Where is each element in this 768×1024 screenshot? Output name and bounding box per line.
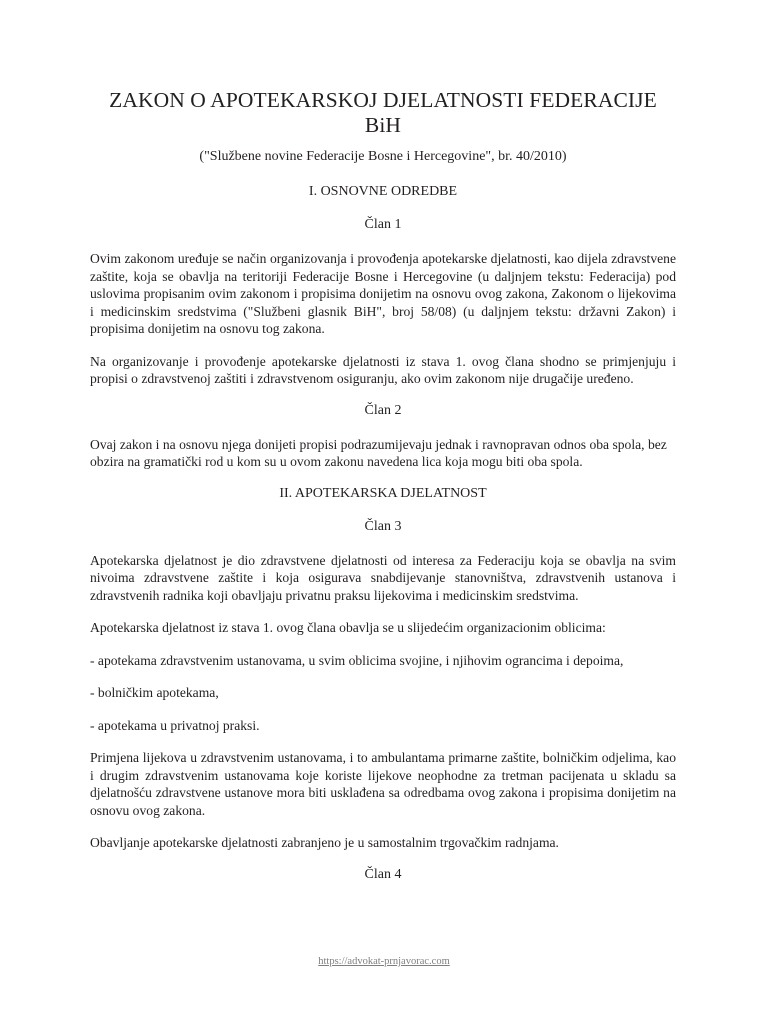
document-title: ZAKON O APOTEKARSKOJ DJELATNOSTI FEDERACIJE BiH	[109, 88, 657, 137]
article-heading-2: Član 2	[364, 402, 402, 418]
article-1-paragraph-1: Ovim zakonom uređuje se način organizovanja i provođenja apotekarske djelatnosti, kao dijela zdravstvene zaštite, koja se obavlja na teritoriji Federacije Bosne i Hercegovine (u daljnjem tekstu: Federacija) pod uslovima propisanim ovim zakonom i propisima donijetim na osnovu ovog zakona, Zakonom o lijekovima i medicinskim sredstvima ("Službeni glasnik BiH", broj 58/08) (u daljnjem tekstu: državni Zakon) i propisima donijetim na osnovu tog zakona.	[90, 251, 676, 336]
article-3-paragraph-2: Apotekarska djelatnost iz stava 1. ovog člana obavlja se u slijedećim organizacionim oblicima:	[90, 620, 606, 635]
document-body	[90, 88, 676, 900]
article-heading-4: Član 4	[364, 866, 402, 882]
article-1-paragraph-2: Na organizovanje i provođenje apotekarske djelatnosti iz stava 1. ovog člana shodno se primjenjuju i propisi o zdravstvenoj zaštiti i zdravstvenom osiguranju, ako ovim zakonom nije drugačije uređeno.	[90, 353, 676, 386]
article-3-list-item-1: - apotekama zdravstvenim ustanovama, u svim oblicima svojine, i njihovim ograncima i depoima,	[90, 652, 624, 668]
footer-link[interactable]: https://advokat-prnjavorac.com	[318, 956, 450, 967]
chapter-heading-1: I. OSNOVNE ODREDBE	[308, 184, 458, 199]
article-heading-1: Član 1	[364, 217, 402, 232]
article-3-list-item-2: - bolničkim apotekama,	[90, 685, 219, 700]
article-heading-3: Član 3	[364, 518, 402, 534]
article-3-paragraph-3: Primjena lijekova u zdravstvenim ustanovama, i to ambulantama primarne zaštite, bolničkim odjelima, kao i drugim zdravstvenim ustanovama koje koriste lijekove neophodne za tretman pacijenata u skladu sa djelatnošću zdravstvene ustanove mora biti usklađena sa odredbama ovog zakona i propisima donijetim na osnovu ovog zakona.	[90, 750, 676, 818]
article-3-paragraph-1: Apotekarska djelatnost je dio zdravstvene djelatnosti od interesa za Federaciju koja se obavlja na svim nivoima zdravstvene zaštite i koja osigurava snabdijevanje stanovništva, zdravstvenih ustanova i zdravstvenih radnika koji obavljaju privatnu praksu lijekovima i medicinskim sredstvima.	[90, 552, 676, 603]
chapter-heading-2: II. APOTEKARSKA DJELATNOST	[279, 485, 487, 501]
article-2-paragraph-1: Ovaj zakon i na osnovu njega donijeti propisi podrazumijevaju jednak i ravnopravan odnos oba spola, bez obzira na gramatički rod u kom su u ovom zakonu navedena lica koja mogu biti oba spola.	[90, 436, 667, 469]
document-subtitle: ("Službene novine Federacije Bosne i Hercegovine", br. 40/2010)	[199, 149, 567, 164]
article-3-paragraph-4: Obavljanje apotekarske djelatnosti zabranjeno je u samostalnim trgovačkim radnjama.	[90, 835, 559, 850]
article-3-list-item-3: - apotekama u privatnoj praksi.	[90, 717, 260, 733]
